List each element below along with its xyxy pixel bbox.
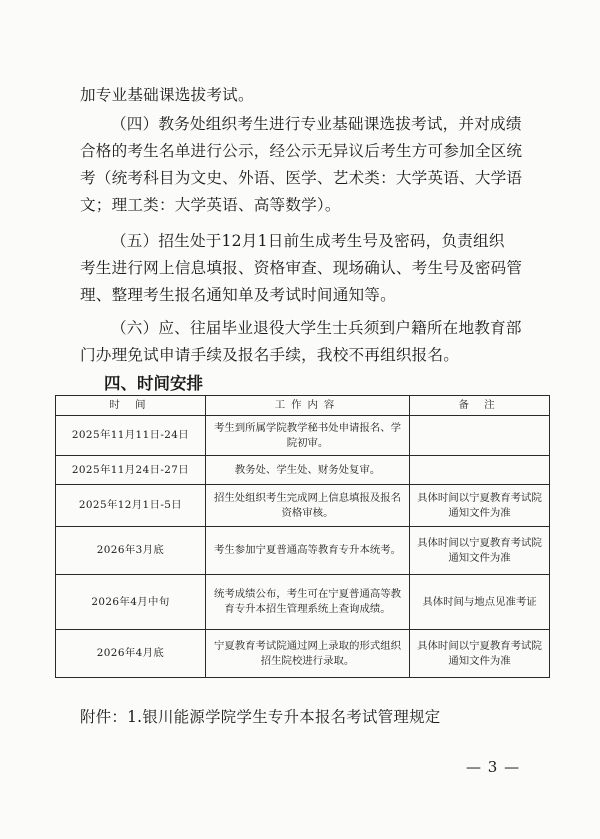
- section-title: 四、时间安排: [104, 374, 203, 393]
- cell-time: 2025年12月1日-5日: [56, 485, 206, 527]
- table-row: [56, 527, 550, 575]
- header-note: 备 注: [410, 396, 550, 416]
- text-line: 加专业基础课选拔考试。: [80, 86, 254, 104]
- cell-note: 具体时间以宁夏教育考试院通知文件为准: [410, 485, 550, 527]
- header-time: 时 间: [56, 396, 206, 416]
- cell-time: 2025年11月11日-24日: [56, 416, 206, 456]
- text-line: 考生进行网上信息填报、资格审查、现场确认、考生号及密码管: [80, 259, 523, 277]
- paragraph-item-5: [80, 228, 524, 309]
- table-row: [56, 630, 550, 678]
- table-row: [56, 575, 550, 630]
- cell-note: 具体时间以宁夏教育考试院通知文件为准: [410, 527, 550, 575]
- text-line: （五）招生处于12月1日前生成考生号及密码，负责组织: [111, 232, 505, 250]
- text-line: 理、整理考生报名通知单及考试时间通知等。: [80, 286, 396, 304]
- table-row: [56, 485, 550, 527]
- paragraph-continuation: [80, 82, 524, 109]
- cell-work: 招生处组织考生完成网上信息填报及报名资格审核。: [206, 485, 410, 527]
- table-row: [56, 416, 550, 456]
- cell-work: 考生参加宁夏普通高等教育专升本统考。: [206, 527, 410, 575]
- header-work: 工作内容: [206, 396, 410, 416]
- text-line: 合格的考生名单进行公示，经公示无异议后考生方可参加全区统: [80, 142, 523, 160]
- cell-note: 具体时间与地点见准考证: [410, 575, 550, 630]
- paragraph-item-6: [80, 315, 524, 369]
- cell-work: 统考成绩公布，考生可在宁夏普通高等教育专升本招生管理系统上查询成绩。: [206, 575, 410, 630]
- page-number: — 3 —: [466, 758, 521, 776]
- table-header-row: [56, 396, 550, 416]
- cell-time: 2026年4月底: [56, 630, 206, 678]
- cell-time: 2026年4月中旬: [56, 575, 206, 630]
- text-line: 门办理免试申请手续及报名手续，我校不再组织报名。: [80, 346, 460, 364]
- text-line: 考（统考科目为文史、外语、医学、艺术类：大学英语、大学语: [80, 169, 523, 187]
- cell-note: 具体时间以宁夏教育考试院通知文件为准: [410, 630, 550, 678]
- cell-work: 考生到所属学院教学秘书处申请报名、学院初审。: [206, 416, 410, 456]
- text-line: （六）应、往届毕业退役大学生士兵须到户籍所在地教育部: [111, 319, 522, 337]
- cell-work: 宁夏教育考试院通过网上录取的形式组织招生院校进行录取。: [206, 630, 410, 678]
- attachment-note: 附件：1.银川能源学院学生专升本报名考试管理规定: [80, 708, 441, 726]
- text-line: （四）教务处组织考生进行专业基础课选拔考试，并对成绩: [111, 115, 522, 133]
- table-row: [56, 456, 550, 485]
- schedule-table: [55, 395, 550, 678]
- paragraph-item-4: [80, 111, 524, 219]
- text-line: 文；理工类：大学英语、高等数学）。: [80, 196, 341, 214]
- cell-time: 2026年3月底: [56, 527, 206, 575]
- cell-time: 2025年11月24日-27日: [56, 456, 206, 485]
- cell-work: 教务处、学生处、财务处复审。: [206, 456, 410, 485]
- cell-note: [410, 456, 550, 485]
- cell-note: [410, 416, 550, 456]
